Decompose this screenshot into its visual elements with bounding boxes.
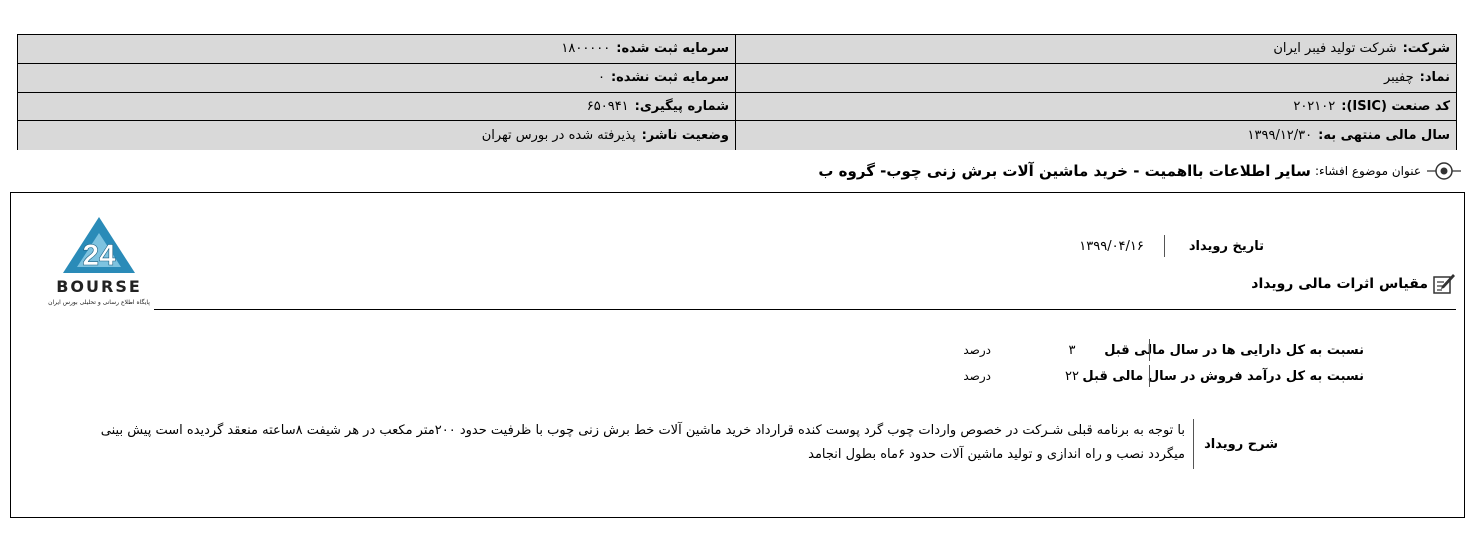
description-line-1: با توجه به برنامه قبلی شـرکت در خصوص واردات چوب گرد پوست کنده قرارداد خرید ماشین آلات خط برش زنی چوب با ظرفیت حدود ۲۰۰متر مکعب در هر شیفت ۸ساعته منعقد گردیده است پیش بینی xyxy=(100,423,1185,438)
disclosure-title-line xyxy=(818,158,1461,184)
symbol-label: نماد: xyxy=(1419,70,1450,86)
isic-label: کد صنعت (ISIC): xyxy=(1341,98,1450,114)
impact-sales-value: ۲۲ xyxy=(1065,368,1079,384)
registered-capital-cell xyxy=(18,35,735,63)
symbol-cell xyxy=(735,64,1456,92)
impact-sales-label: نسبت به کل درآمد فروش در سال مالی قبل xyxy=(1082,368,1364,384)
company-label: شرکت: xyxy=(1402,41,1450,57)
impact-row-assets xyxy=(963,339,1364,361)
event-date-row xyxy=(1079,235,1264,257)
tracking-number-cell xyxy=(18,93,735,121)
impact-sales-divider xyxy=(1141,365,1150,387)
registered-capital-label: سرمایه ثبت شده: xyxy=(616,41,729,57)
info-row-symbol xyxy=(18,64,1456,93)
description-label-row xyxy=(1204,433,1278,455)
disclosure-title-prefix: عنوان موضوع افشاء: xyxy=(1314,164,1421,178)
fiscal-year-value: ۱۳۹۹/۱۲/۳۰ xyxy=(1247,128,1313,144)
symbol-value: چفیبر xyxy=(1384,70,1414,86)
description-text xyxy=(101,419,1194,469)
info-row-fiscal-year xyxy=(18,121,1456,150)
publisher-status-cell xyxy=(18,121,735,150)
svg-text:24: 24 xyxy=(82,239,116,272)
impact-assets-label: نسبت به کل دارایی ها در سال مالی قبل xyxy=(1104,342,1364,358)
description-line-2: میگردد نصب و راه اندازی و تولید ماشین آلات حدود ۶ماه بطول انجامد xyxy=(808,447,1185,462)
impact-assets-value: ۳ xyxy=(1068,342,1076,358)
unregistered-capital-value: ۰ xyxy=(597,70,605,86)
isic-cell xyxy=(735,93,1456,121)
event-date-value: ۱۳۹۹/۰۴/۱۶ xyxy=(1079,238,1144,254)
bourse-logo xyxy=(39,215,159,311)
company-cell xyxy=(735,35,1456,63)
impact-row-sales xyxy=(963,365,1364,387)
isic-value: ۲۰۲۱۰۲ xyxy=(1293,98,1336,114)
info-row-isic xyxy=(18,93,1456,122)
header-divider xyxy=(154,309,1456,310)
impact-sales-unit: درصد xyxy=(963,369,991,383)
impact-assets-divider xyxy=(1141,339,1150,361)
tracking-number-label: شماره پیگیری: xyxy=(634,98,729,114)
impact-title: مقیاس اثرات مالی رویداد xyxy=(1251,276,1428,292)
fiscal-year-label: سال مالی منتهی به: xyxy=(1318,128,1450,144)
publisher-status-label: وضعیت ناشر: xyxy=(641,128,729,144)
info-row-company xyxy=(18,35,1456,64)
event-date-divider xyxy=(1156,235,1165,257)
company-info-table xyxy=(17,34,1457,150)
disclosure-title: سایر اطلاعات بااهمیت - خرید ماشین آلات برش زنی چوب- گروه ب xyxy=(818,162,1311,180)
publisher-status-value: پذیرفته شده در بورس تهران xyxy=(481,128,636,144)
unregistered-capital-cell xyxy=(18,64,735,92)
impact-title-row xyxy=(1251,273,1456,295)
company-value: شرکت تولید فیبر ایران xyxy=(1273,41,1397,57)
registered-capital-value: ۱۸۰۰۰۰۰ xyxy=(561,41,611,57)
event-date-label: تاریخ رویداد xyxy=(1188,238,1264,254)
description-label: شرح رویداد xyxy=(1204,436,1278,452)
bourse-logo-subtitle: پایگاه اطلاع رسانی و تحلیلی بورس ایران xyxy=(48,299,150,306)
tracking-number-value: ۶۵۰۹۴۱ xyxy=(586,98,629,114)
edit-note-icon xyxy=(1432,273,1456,295)
target-icon xyxy=(1427,158,1461,184)
impact-assets-unit: درصد xyxy=(963,343,991,357)
event-details-panel xyxy=(10,192,1465,518)
bourse-logo-mark-icon xyxy=(59,215,139,277)
fiscal-year-cell xyxy=(735,121,1456,150)
unregistered-capital-label: سرمایه ثبت نشده: xyxy=(610,70,729,86)
bourse-logo-word: BOURSE xyxy=(56,277,142,296)
